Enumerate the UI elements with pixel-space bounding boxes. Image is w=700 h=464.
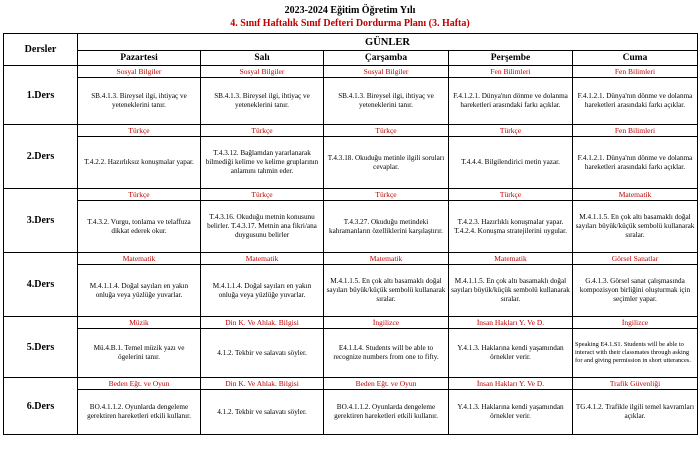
outcome-text: F.4.1.2.1. Dünya'nın dönme ve dolanma hareketleri arasındaki farkı açıklar. — [577, 153, 693, 171]
outcome-text: BO.4.1.1.2. Oyunlarda dengeleme gerektiren hareketleri etkili kullanır. — [87, 403, 191, 420]
subject-label: Sosyal Bilgiler — [324, 66, 448, 78]
gunler-header: GÜNLER — [78, 34, 698, 51]
outcome-text: E4.1.L4. Students will be able to recognize numbers from one to fifty. — [333, 344, 439, 361]
subject-label: Din K. Ve Ahlak. Bilgisi — [201, 317, 323, 329]
outcome-text: G.4.1.3. Görsel sanat çalışmasında kompozisyon birliğini oluşturmak için seçimler yapar. — [579, 277, 691, 303]
lesson-cell — [449, 253, 573, 317]
day-header-tuesday: Salı — [201, 51, 324, 66]
lesson-cell — [78, 378, 201, 435]
day-header-thursday: Perşembe — [449, 51, 573, 66]
lesson-cell — [78, 317, 201, 378]
outcome-text: M.4.1.1.5. En çok altı basamaklı doğal sayıları büyük/küçük sembolü kullanarak sıralar. — [451, 277, 570, 303]
subject-label: İnsan Hakları Y. Ve D. — [449, 317, 572, 329]
lesson-cell — [201, 317, 324, 378]
outcome-text: T.4.3.16. Okuduğu metnin konusunu belirler. T.4.3.17. Metnin ana fikri/ana duygusunu belirler — [207, 213, 317, 239]
lesson-cell — [201, 189, 324, 253]
lesson-cell — [573, 317, 698, 378]
lesson-row — [4, 253, 698, 317]
day-header-friday: Cuma — [573, 51, 698, 66]
subject-label: Sosyal Bilgiler — [201, 66, 323, 78]
lesson-cell — [324, 125, 449, 189]
lesson-row — [4, 66, 698, 125]
lesson-label: 4.Ders — [4, 253, 78, 317]
outcome-text: T.4.3.27. Okuduğu metindeki kahramanların özelliklerini karşılaştırır. — [329, 217, 443, 235]
lesson-cell — [449, 66, 573, 125]
subject-label: Türkçe — [201, 125, 323, 137]
subject-label: Türkçe — [78, 125, 200, 137]
lesson-cell — [324, 66, 449, 125]
lesson-row — [4, 317, 698, 378]
subject-label: Görsel Sanatlar — [573, 253, 697, 265]
outcome-text: SB.4.1.3. Bireysel ilgi, ihtiyaç ve yeteneklerini tanır. — [91, 92, 187, 109]
lesson-row — [4, 189, 698, 253]
lesson-cell — [449, 378, 573, 435]
outcome-text: M.4.1.1.4. Doğal sayıları en yakın onluğa veya yüzlüğe yuvarlar. — [212, 281, 312, 299]
weekly-plan-table — [3, 33, 698, 435]
lesson-cell — [573, 66, 698, 125]
subject-label: Fen Bilimleri — [573, 66, 697, 78]
lesson-cell — [324, 253, 449, 317]
day-header-monday: Pazartesi — [78, 51, 201, 66]
lesson-cell — [201, 66, 324, 125]
day-header-wednesday: Çarşamba — [324, 51, 449, 66]
subject-label: Türkçe — [449, 125, 572, 137]
subject-label: İngilizce — [324, 317, 448, 329]
subject-label: Sosyal Bilgiler — [78, 66, 200, 78]
outcome-text: Y.4.1.3. Haklarına kendi yaşamından örnekler verir. — [457, 403, 564, 420]
outcome-text: T.4.4.4. Bilgilendirici metin yazar. — [461, 158, 560, 166]
subject-label: Fen Bilimleri — [449, 66, 572, 78]
lesson-cell — [201, 125, 324, 189]
outcome-text: M.4.1.1.5. En çok altı basamaklı doğal sayıları büyük/küçük sembolü kullanarak sıralar. — [326, 277, 446, 303]
plan-body — [4, 66, 698, 435]
outcome-text: T.4.3.18. Okuduğu metinle ilgili soruları cevaplar. — [327, 153, 445, 171]
outcome-text: SB.4.1.3. Bireysel ilgi, ihtiyaç ve yeteneklerini tanır. — [338, 92, 434, 109]
outcome-text: M.4.1.1.5. En çok altı basamaklı doğal sayıları büyük/küçük sembolü kullanarak sıralar. — [575, 213, 695, 239]
lesson-label: 2.Ders — [4, 125, 78, 189]
lesson-cell — [449, 317, 573, 378]
subject-label: İnsan Hakları Y. Ve D. — [449, 378, 572, 390]
lesson-cell — [324, 189, 449, 253]
outcome-text: 4.1.2. Tekbir ve salavatı söyler. — [217, 407, 307, 416]
page-title: 2023-2024 Eğitim Öğretim Yılı — [284, 5, 416, 16]
outcome-text: T.4.3.12. Bağlamdan yararlanarak bilmediği kelime ve kelime gruplarının anlamını tahmin eder. — [205, 149, 319, 175]
subject-label: Beden Eğt. ve Oyun — [324, 378, 448, 390]
lesson-cell — [201, 378, 324, 435]
lesson-cell — [78, 66, 201, 125]
subject-label: Türkçe — [78, 189, 200, 201]
outcome-text: T.4.3.2. Vurgu, tonlama ve telaffuza dikkat ederek okur. — [87, 217, 191, 235]
lesson-cell — [324, 317, 449, 378]
lesson-label: 6.Ders — [4, 378, 78, 435]
lesson-cell — [78, 189, 201, 253]
outcome-text: Speaking E4.1.S1. Students will be able to interact with their classmates through asking for and giving permission in short utterances. — [575, 341, 691, 364]
subject-label: Fen Bilimleri — [573, 125, 697, 137]
lesson-cell — [78, 125, 201, 189]
outcome-text: Mü.4.B.1. Temel müzik yazı ve ögelerini tanır. — [93, 344, 185, 361]
outcome-text: F.4.1.2.1. Dünya'nın dönme ve dolanma hareketleri arasındaki farkı açıklar. — [453, 92, 568, 109]
lesson-row — [4, 125, 698, 189]
lesson-row — [4, 378, 698, 435]
page-subtitle: 4. Sınıf Haftalık Sınıf Defteri Dordurma Planı (3. Hafta) — [230, 18, 470, 29]
outcome-text: SB.4.1.3. Bireysel ilgi, ihtiyaç ve yeteneklerini tanır. — [214, 92, 310, 109]
outcome-text: T.4.2.3. Hazırlıklı konuşmalar yapar. T.4.2.4. Konuşma stratejilerini uygular. — [454, 217, 567, 235]
subject-label: Matematik — [78, 253, 200, 265]
lesson-cell — [201, 253, 324, 317]
subject-label: Türkçe — [449, 189, 572, 201]
lesson-cell — [78, 253, 201, 317]
subject-label: Türkçe — [324, 125, 448, 137]
subject-label: Türkçe — [201, 189, 323, 201]
outcome-text: M.4.1.1.4. Doğal sayıları en yakın onluğa veya yüzlüğe yuvarlar. — [89, 281, 189, 299]
subject-label: Beden Eğt. ve Oyun — [78, 378, 200, 390]
lesson-cell — [324, 378, 449, 435]
outcome-text: F.4.1.2.1. Dünya'nın dönme ve dolanma hareketleri arasındaki farkı açıklar. — [577, 92, 693, 109]
lesson-label: 5.Ders — [4, 317, 78, 378]
outcome-text: BO.4.1.1.2. Oyunlarda dengeleme gerektiren hareketleri etkili kullanır. — [334, 403, 438, 420]
outcome-text: T.4.2.2. Hazırlıksız konuşmalar yapar. — [84, 158, 194, 166]
lesson-label: 1.Ders — [4, 66, 78, 125]
subject-label: İngilizce — [573, 317, 697, 329]
subject-label: Matematik — [324, 253, 448, 265]
lesson-cell — [573, 125, 698, 189]
subject-label: Matematik — [201, 253, 323, 265]
subject-label: Matematik — [449, 253, 572, 265]
dersler-header: Dersler — [4, 34, 78, 66]
lesson-cell — [573, 378, 698, 435]
lesson-cell — [449, 125, 573, 189]
subject-label: Trafik Güvenliği — [573, 378, 697, 390]
lesson-cell — [573, 253, 698, 317]
lesson-label: 3.Ders — [4, 189, 78, 253]
lesson-cell — [573, 189, 698, 253]
outcome-text: Y.4.1.3. Haklarına kendi yaşamından örnekler verir. — [457, 344, 564, 361]
outcome-text: TG.4.1.2. Trafikle ilgili temel kavramları açıklar. — [575, 403, 695, 420]
subject-label: Din K. Ve Ahlak. Bilgisi — [201, 378, 323, 390]
subject-label: Türkçe — [324, 189, 448, 201]
subject-label: Müzik — [78, 317, 200, 329]
lesson-cell — [449, 189, 573, 253]
outcome-text: 4.1.2. Tekbir ve salavatı söyler. — [217, 348, 307, 357]
subject-label: Matematik — [573, 189, 697, 201]
